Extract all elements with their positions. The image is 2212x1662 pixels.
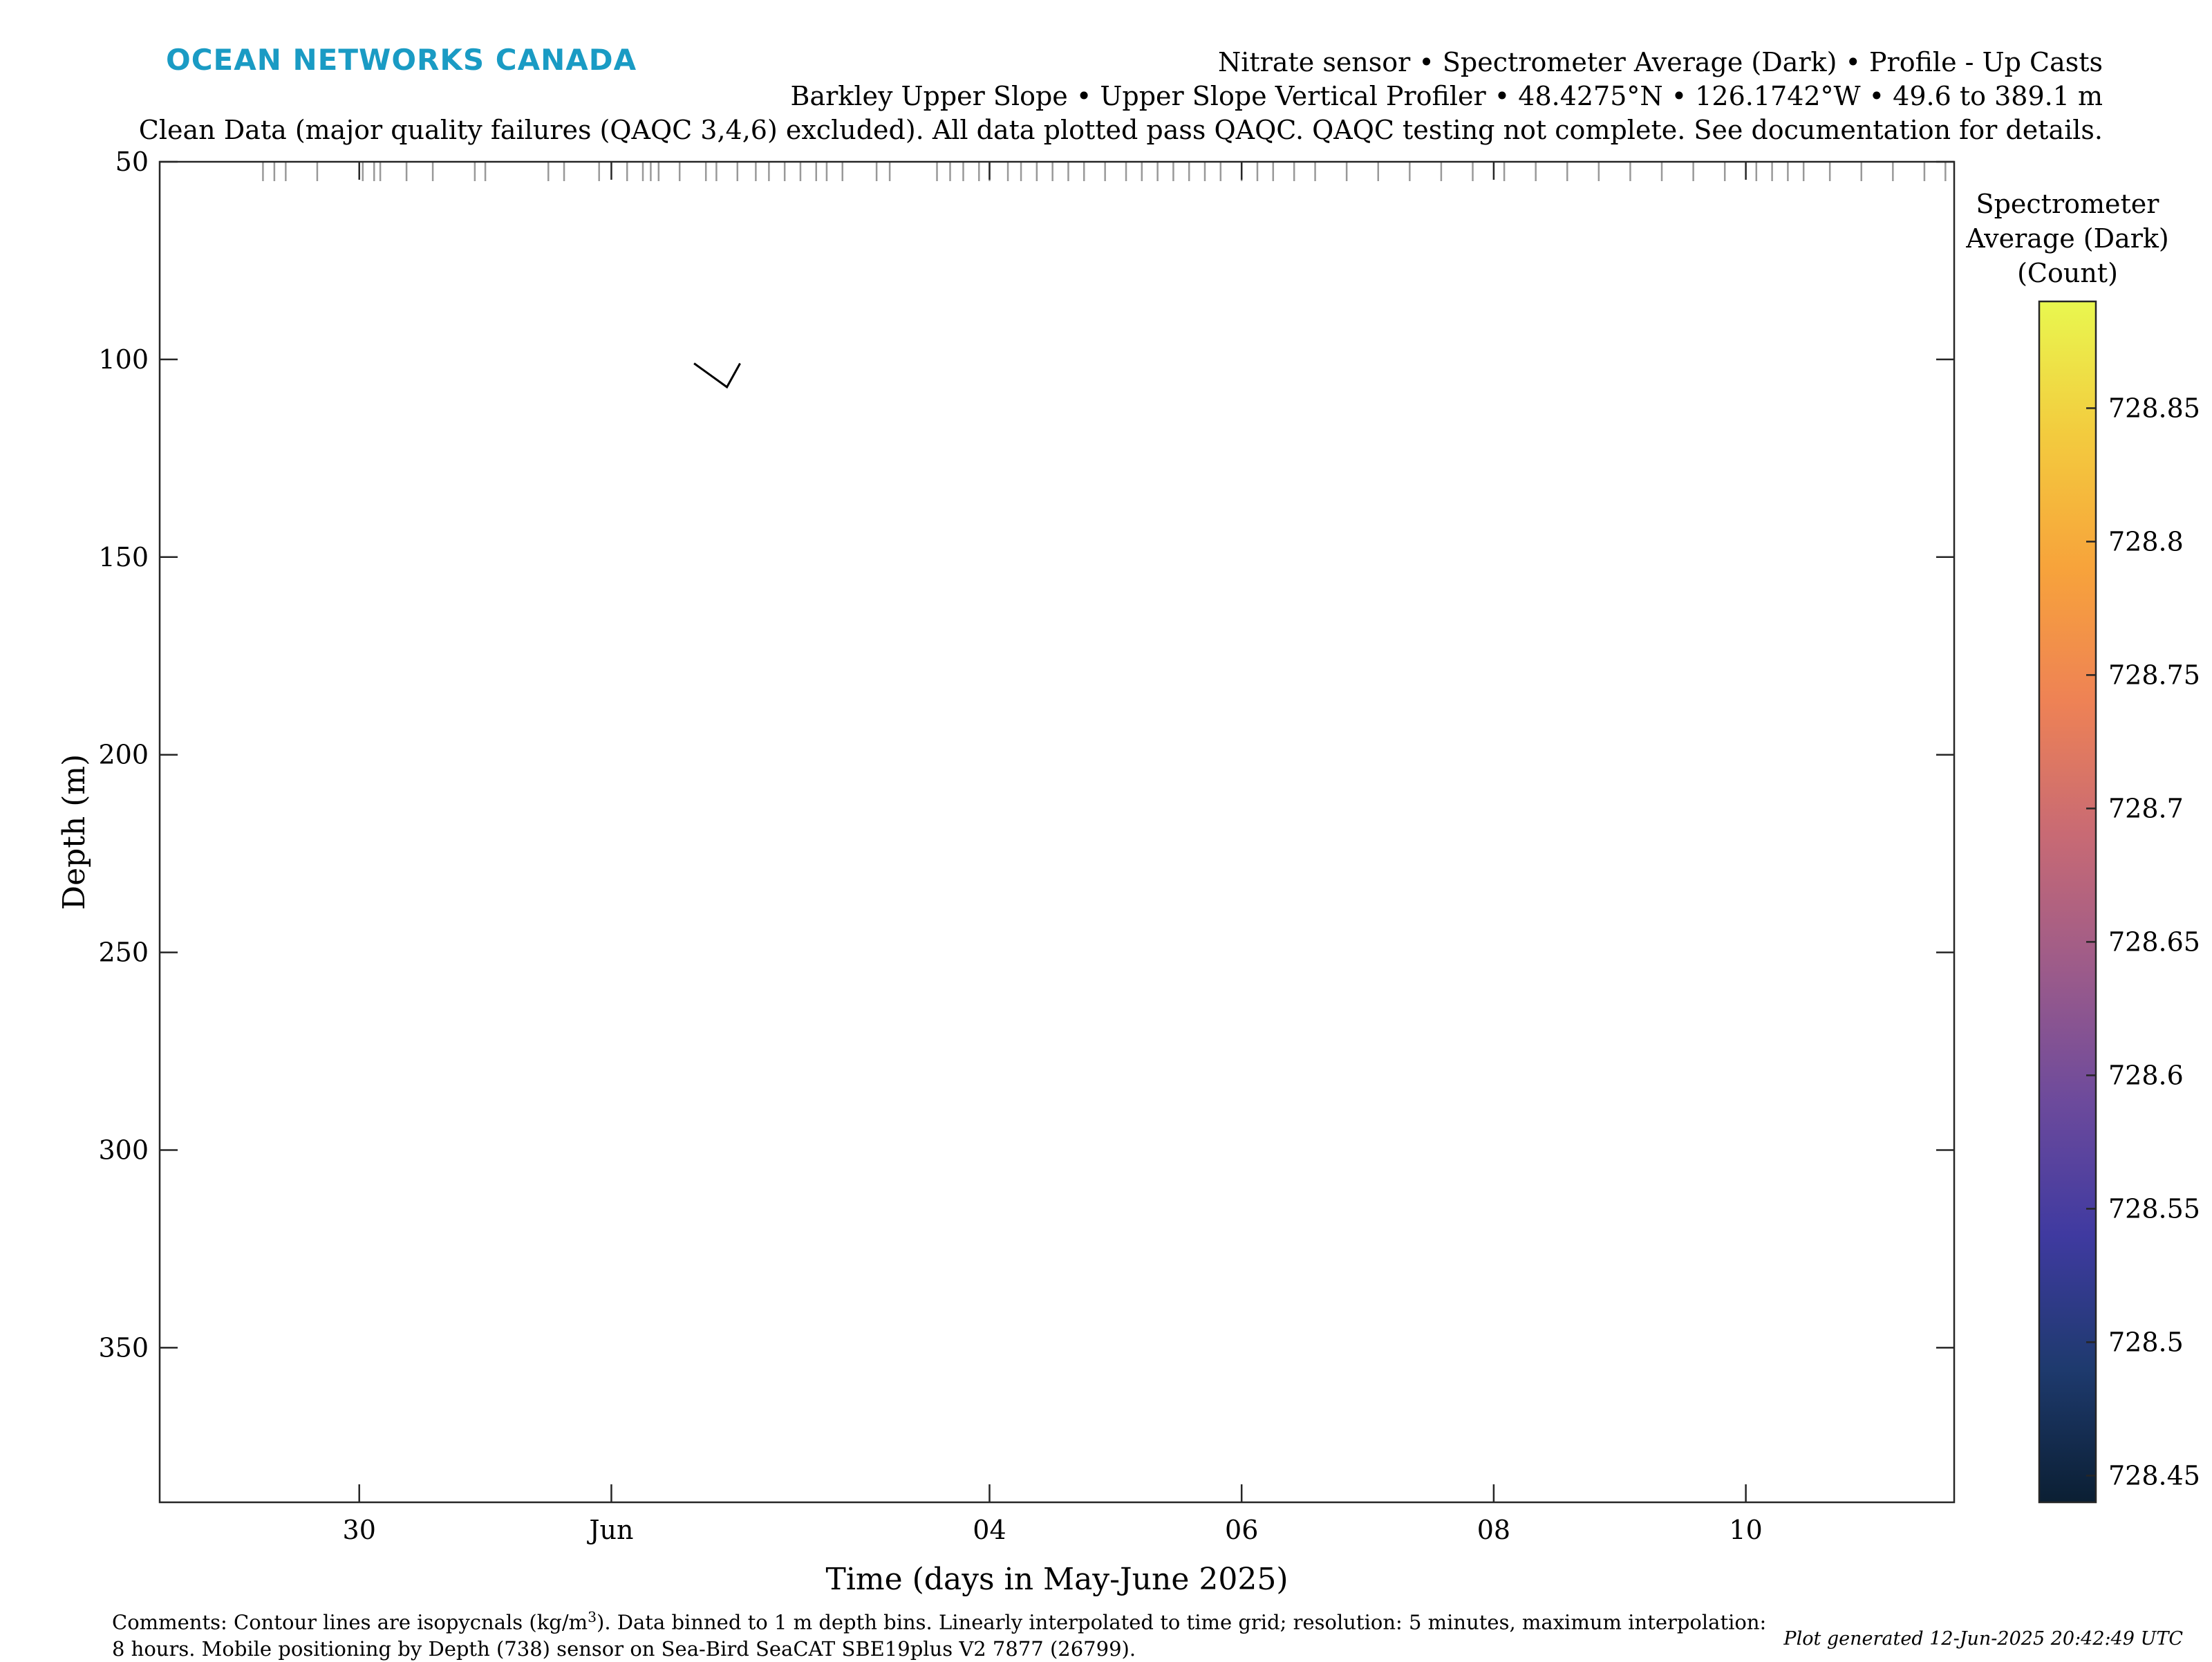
x-tick-label: Jun — [589, 1515, 634, 1545]
x-tick-label: 08 — [1477, 1515, 1511, 1545]
colorbar — [2039, 301, 2096, 1502]
isopycnal-contour — [694, 364, 740, 387]
y-tick-label: 50 — [115, 147, 149, 177]
plot-generated-timestamp: Plot generated 12-Jun-2025 20:42:49 UTC — [1783, 1628, 2183, 1650]
plot-frame — [160, 162, 1954, 1502]
y-tick-label: 150 — [98, 541, 149, 572]
y-tick-label: 350 — [98, 1332, 149, 1363]
comments — [112, 1604, 1766, 1662]
comments-line-1-end: ). Data binned to 1 m depth bins. Linearly interpolated to time grid; resolution: 5 minutes, maximum interpolation: — [597, 1610, 1767, 1634]
y-tick-label: 200 — [98, 739, 149, 770]
plot-title-line-2: Barkley Upper Slope • Upper Slope Vertical Profiler • 48.4275°N • 126.1742°W • 49.6 to 389.1 m — [790, 81, 2103, 111]
colorbar-tick-label: 728.5 — [2108, 1327, 2184, 1358]
onc-logo: OCEAN NETWORKS CANADA — [166, 43, 637, 77]
x-axis-label: Time (days in May-June 2025) — [825, 1562, 1288, 1597]
colorbar-tick-label: 728.7 — [2108, 793, 2184, 824]
colorbar-tick-label: 728.65 — [2108, 926, 2200, 958]
colorbar-tick-label: 728.85 — [2108, 393, 2200, 424]
y-tick-label: 300 — [98, 1135, 149, 1166]
colorbar-tick-label: 728.45 — [2108, 1460, 2200, 1491]
colorbar-title-line: Average (Dark) — [1966, 223, 2169, 254]
comments-line-2: 8 hours. Mobile positioning by Depth (738) sensor on Sea-Bird SeaCAT SBE19plus V2 7877 (26799). — [112, 1636, 1136, 1661]
y-tick-label: 250 — [98, 937, 149, 968]
colorbar-tick-label: 728.6 — [2108, 1060, 2184, 1091]
comments-line-1-start: Comments: Contour lines are isopycnals (kg/m — [112, 1610, 588, 1634]
colorbar-tick-label: 728.55 — [2108, 1193, 2200, 1224]
y-axis-label: Depth (m) — [57, 754, 92, 911]
x-tick-label: 06 — [1225, 1515, 1259, 1545]
plot-title-line-3: Clean Data (major quality failures (QAQC 3,4,6) excluded). All data plotted pass QAQC. QAQC testing not complete. See documentation for details. — [138, 115, 2103, 145]
x-tick-label: 30 — [342, 1515, 376, 1545]
colorbar-title-line: (Count) — [2017, 258, 2118, 288]
x-tick-label: 04 — [973, 1515, 1006, 1545]
plot-title-line-1: Nitrate sensor • Spectrometer Average (Dark) • Profile - Up Casts — [1217, 47, 2103, 77]
colorbar-title-line: Spectrometer — [1976, 189, 2159, 219]
comments-superscript: 3 — [588, 1609, 597, 1625]
colorbar-tick-label: 728.75 — [2108, 660, 2200, 691]
colorbar-tick-label: 728.8 — [2108, 526, 2184, 557]
x-tick-label: 10 — [1729, 1515, 1763, 1545]
y-tick-label: 100 — [98, 344, 149, 375]
comments-line-1 — [112, 1604, 1766, 1636]
